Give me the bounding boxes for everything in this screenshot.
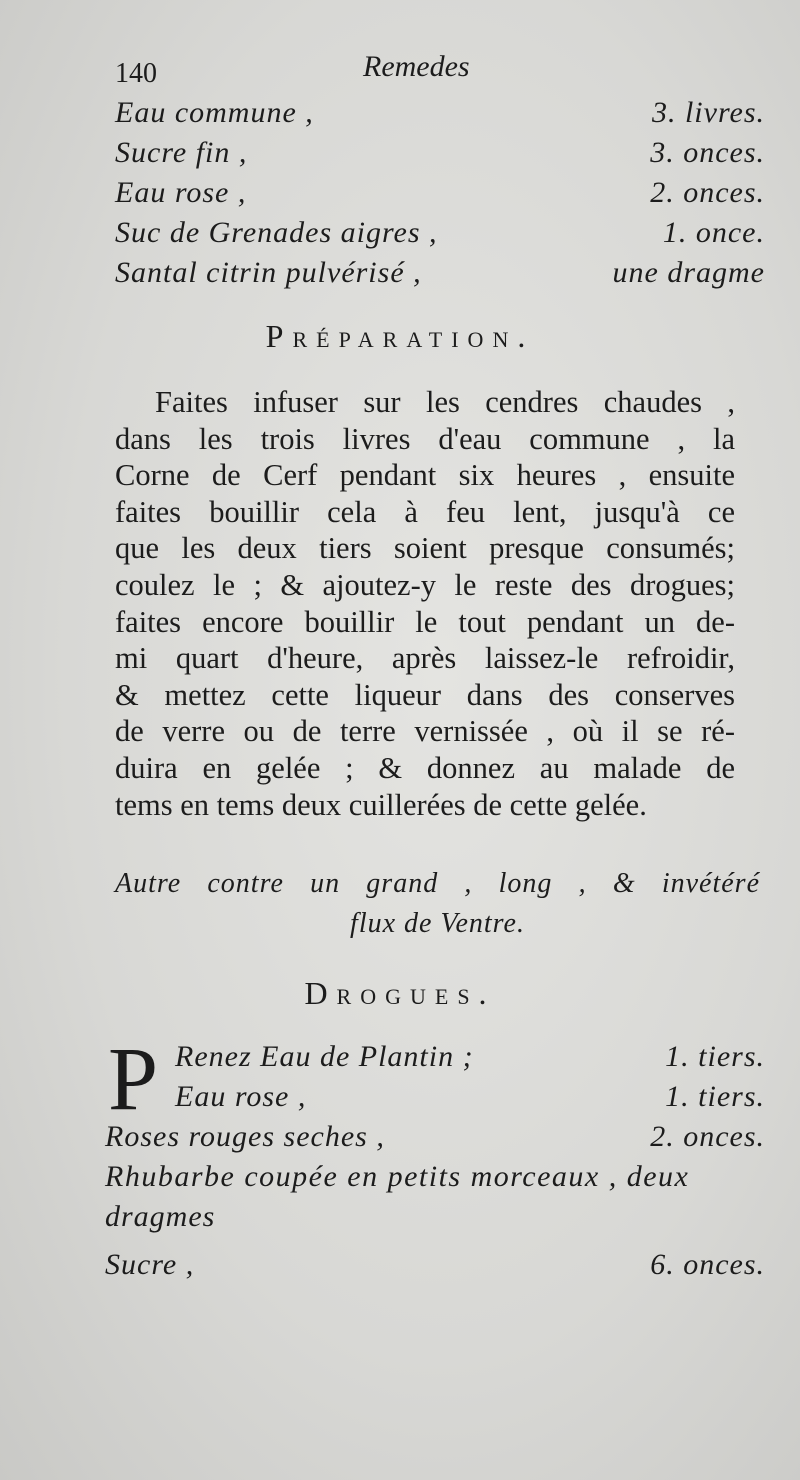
page-header xyxy=(115,50,755,94)
ingredient-row xyxy=(115,1040,765,1080)
running-head: Remedes xyxy=(363,50,470,83)
ingredient-name: Suc de Grenades aigres , xyxy=(115,216,438,249)
ingredient-row xyxy=(105,1160,765,1200)
remedy-title-line: Autre contre un grand , long , & invétéré xyxy=(115,868,760,899)
ingredient-name: Rhubarbe coupée en petits morceaux , deux xyxy=(105,1160,690,1193)
ingredient-row xyxy=(115,96,765,136)
ingredient-name: Eau rose , xyxy=(115,176,247,209)
text-line: & mettez cette liqueur dans des conserves xyxy=(115,677,735,712)
ingredient-name: dragmes xyxy=(105,1200,216,1233)
text-line: duira en gelée ; & donnez au malade de xyxy=(115,750,735,785)
text-line: faites bouillir cela à feu lent, jusqu'à ce xyxy=(115,494,735,529)
ingredient-list-top xyxy=(115,96,765,296)
ingredient-name: Renez Eau de Plantin ; xyxy=(175,1040,474,1073)
ingredient-name: Roses rouges seches , xyxy=(105,1120,385,1153)
ingredient-name: Sucre , xyxy=(105,1248,195,1281)
remedy-title xyxy=(115,868,760,948)
text-line: faites encore bouillir le tout pendant un de- xyxy=(115,604,735,639)
ingredient-row xyxy=(105,1248,765,1288)
text-line: que les deux tiers soient presque consumés; xyxy=(115,531,735,566)
text-line: Corne de Cerf pendant six heures , ensuite xyxy=(115,458,735,493)
text-line: tems en tems deux cuillerées de cette gelée. xyxy=(115,787,647,822)
remedy-title-line: flux de Ventre. xyxy=(350,908,525,939)
ingredient-row xyxy=(115,256,765,296)
ingredient-name: Eau commune , xyxy=(115,96,314,129)
ingredient-quantity: une dragme xyxy=(612,256,765,289)
ingredient-quantity: 6. onces. xyxy=(650,1248,765,1281)
ingredient-row xyxy=(105,1120,765,1160)
ingredient-row xyxy=(105,1200,765,1240)
page-number: 140 xyxy=(115,58,157,89)
ingredient-row xyxy=(115,1080,765,1120)
ingredient-name: Sucre fin , xyxy=(115,136,248,169)
text-line: coulez le ; & ajoutez-y le reste des drogues; xyxy=(115,567,735,602)
drop-cap: P xyxy=(108,1030,159,1129)
ingredient-quantity: 1. tiers. xyxy=(665,1040,765,1073)
ingredient-quantity: 2. onces. xyxy=(650,1120,765,1153)
ingredient-quantity: 2. onces. xyxy=(650,176,765,209)
ingredient-list-drogues xyxy=(105,1040,765,1288)
preparation-text xyxy=(115,384,735,823)
preparation-heading: Préparation. xyxy=(265,318,535,354)
text-line: de verre ou de terre vernissée , où il se ré- xyxy=(115,714,735,749)
ingredient-row xyxy=(115,136,765,176)
ingredient-quantity: 3. livres. xyxy=(651,96,765,129)
ingredient-quantity: 3. onces. xyxy=(650,136,765,169)
drogues-heading: Drogues. xyxy=(304,975,496,1011)
ingredient-row xyxy=(115,176,765,216)
ingredient-quantity: 1. once. xyxy=(662,216,765,249)
text-line: Faites infuser sur les cendres chaudes , xyxy=(155,385,735,419)
ingredient-row xyxy=(115,216,765,256)
text-line: mi quart d'heure, après laissez-le refroidir, xyxy=(115,641,735,676)
ingredient-name: Eau rose , xyxy=(175,1080,307,1113)
text-line: dans les trois livres d'eau commune , la xyxy=(115,421,735,456)
ingredient-quantity: 1. tiers. xyxy=(665,1080,765,1113)
ingredient-name: Santal citrin pulvérisé , xyxy=(115,256,422,289)
